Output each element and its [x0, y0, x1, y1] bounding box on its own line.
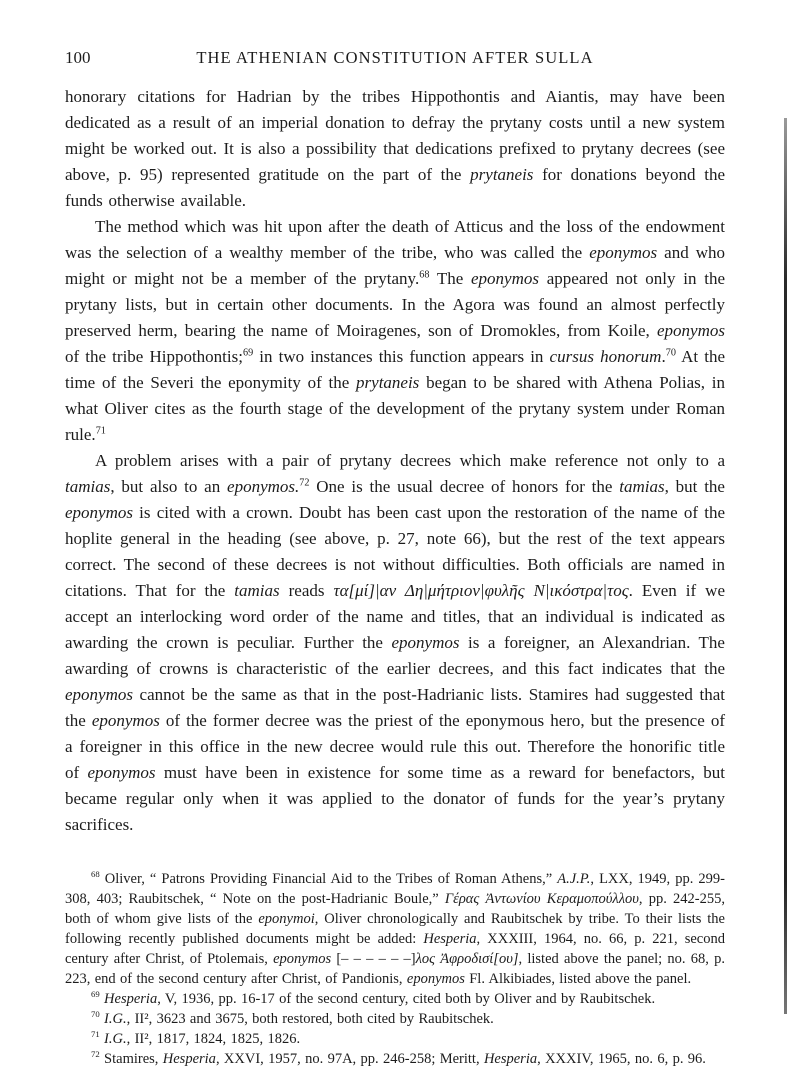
body-text: [65, 84, 725, 838]
footnote-70: $^{70}$ I.G., II², 3623 and 3675, both restored, both cited by Raubitschek.: [91, 1009, 494, 1027]
running-title: THE ATHENIAN CONSTITUTION AFTER SULLA: [196, 48, 594, 67]
footnote-72: $^{72}$ Stamires, Hesperia, XXVI, 1957, no. 97A, pp. 246-258; Meritt, Hesperia, XXXIV, 1965, no. 6, p. 96.: [91, 1049, 706, 1067]
page-number: 100: [65, 48, 91, 67]
body-paragraph-3: A problem arises with a pair of prytany decrees which make reference not only to a tamias, but also to an eponymos.$^{72}$ One is the usual decree of honors for the tamias, but the eponymos is cited with a crown. Doubt has been cast upon the restoration of the name of the hoplite general in the heading (see above, p. 27, note 66), but the rest of the text appears correct. The second of these decrees is not without difficulties. Both officials are named in citations. That for the tamias reads τα[μί]|αν Δη|μήτριον|φυλῆς Ν|ικόστρα|τος. Even if we accept an interlocking word order of the name and titles, that an individual is indicated as awarding the crown is peculiar. Further the eponymos is a foreigner, an Alexandrian. The awarding of crowns is characteristic of the earlier decrees, and this fact indicates that the eponymos cannot be the same as that in the post-Hadrianic lists. Stamires had suggested that the eponymos of the former decree was the priest of the eponymous hero, but the presence of a foreigner in this office in the new decree would rule this out. Therefore the honorific title of eponymos must have been in existence for some time as a reward for benefactors, but became regular only when it was applied to the donator of funds for the year’s prytany sacrifices.: [65, 451, 725, 834]
page-header: [65, 48, 725, 72]
body-paragraph-2: The method which was hit upon after the death of Atticus and the loss of the endowment was the selection of a wealthy member of the tribe, who was called the eponymos and who might or might not be a member of the prytany.$^{68}$ The eponymos appeared not only in the prytany lists, but in certain other documents. In the Agora was found an almost perfectly preserved herm, bearing the name of Moiragenes, son of Dromokles, from Koile, eponymos of the tribe Hippothontis;$^{69}$ in two instances this function appears in cursus honorum.$^{70}$ At the time of the Severi the eponymity of the prytaneis began to be shared with Athena Polias, in what Oliver cites as the fourth stage of the development of the prytany system under Roman rule.$^{71}$: [65, 217, 725, 444]
body-paragraph-1: honorary citations for Hadrian by the tribes Hippothontis and Aiantis, may have been dedicated as a result of an imperial donation to defray the prytany costs until a new system might be worked out. It is also a possibility that dedications prefixed to prytany decrees (see above, p. 95) represented gratitude on the part of the prytaneis for donations beyond the funds otherwise available.: [65, 87, 725, 210]
footnotes-section: [65, 869, 725, 1069]
footnote-68: $^{68}$ Oliver, “ Patrons Providing Financial Aid to the Tribes of Roman Athens,” A.J.P., LXX, 1949, pp. 299-308, 403; Raubitschek, “ Note on the post-Hadrianic Boule,” Γέρας Ἀντωνίου Κεραμοπούλλου, pp. 242-255, both of whom give lists of the eponymoi, Oliver chronologically and Raubitschek by tribe. To their lists the following recently published documents might be added: Hesperia, XXXIII, 1964, no. 66, p. 221, second century after Christ, of Ptolemais, eponymos [– – – – – –]λος Ἀφροδισί[ου], listed above the panel; no. 68, p. 223, end of the second century after Christ, of Pandionis, eponymos Fl. Alkibiades, listed above the panel.: [65, 869, 726, 987]
footnote-69: $^{69}$ Hesperia, V, 1936, pp. 16-17 of the second century, cited both by Oliver and by Raubitschek.: [91, 989, 656, 1007]
footnote-71: $^{71}$ I.G., II², 1817, 1824, 1825, 1826.: [91, 1029, 301, 1047]
